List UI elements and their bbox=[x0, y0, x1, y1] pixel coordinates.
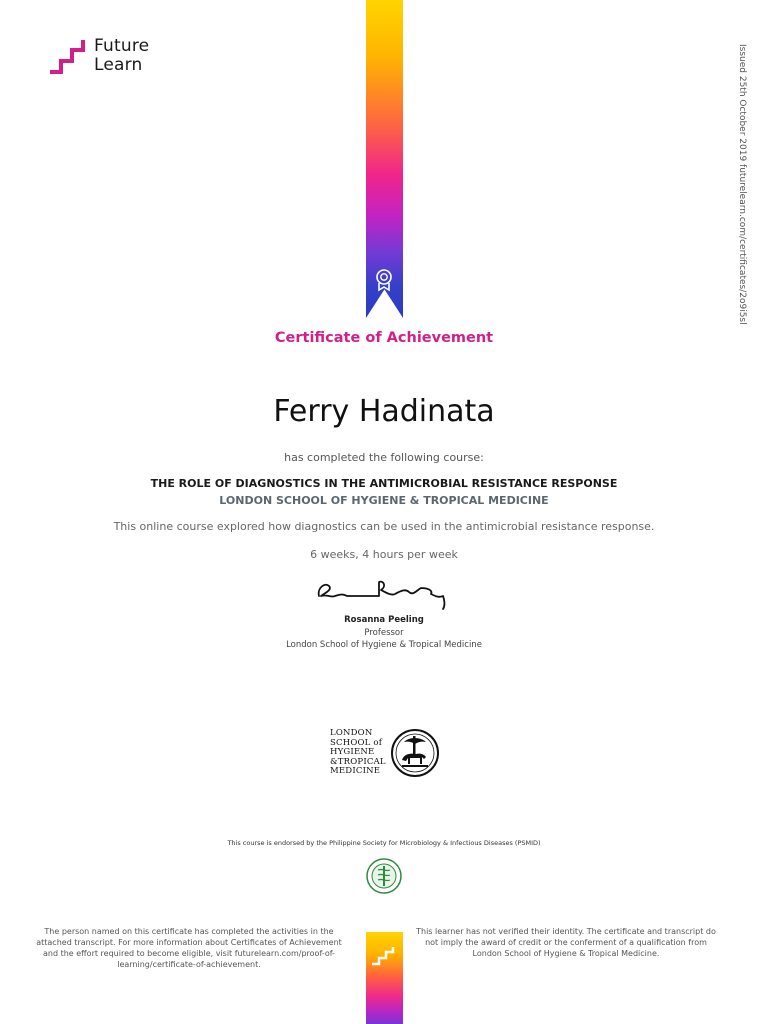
logo-wordmark bbox=[94, 37, 149, 75]
course-title: THE ROLE OF DIAGNOSTICS IN THE ANTIMICROBIAL RESISTANCE RESPONSE bbox=[150, 477, 618, 490]
issue-note-text: Issued 25th October 2019 futurelearn.com/certificates/2o9i5sl bbox=[737, 44, 747, 325]
course-description: This online course explored how diagnostics can be used in the antimicrobial resistance response. bbox=[113, 520, 655, 533]
signatory-name: Rosanna Peeling bbox=[344, 615, 424, 625]
partner-logo-line: SCHOOL of bbox=[330, 737, 383, 748]
endorsement-text: This course is endorsed by the Philippine Society for Microbiology & Infectious Diseases (PSMID) bbox=[227, 839, 541, 847]
signatory-organization: London School of Hygiene & Tropical Medicine bbox=[286, 640, 482, 650]
futurelearn-logo bbox=[48, 36, 149, 76]
issue-note bbox=[733, 44, 747, 325]
logo-line-1: Future bbox=[94, 36, 150, 56]
footer-right-note: This learner has not verified their identity. The certificate and transcript do not imply the award of credit or the conferment of a qualification from London School of Hygiene & Tropical Medicine. bbox=[416, 927, 716, 958]
logo-line-2: Learn bbox=[94, 55, 143, 75]
partner-seal-icon bbox=[390, 728, 440, 778]
partner-logo-wordmark bbox=[330, 729, 386, 777]
completed-text: has completed the following course: bbox=[284, 451, 484, 464]
partner-logo-line: LONDON bbox=[330, 728, 373, 739]
learner-name: Ferry Hadinata bbox=[273, 394, 495, 429]
award-badge-icon bbox=[374, 268, 394, 292]
staircase-mark-icon bbox=[370, 946, 398, 966]
certificate-title: Certificate of Achievement bbox=[274, 330, 494, 346]
course-duration: 6 weeks, 4 hours per week bbox=[310, 548, 458, 561]
partner-logo bbox=[330, 728, 440, 778]
staircase-logo-icon bbox=[48, 36, 88, 76]
partner-logo-line: MEDICINE bbox=[330, 766, 381, 777]
institution-name: LONDON SCHOOL OF HYGIENE & TROPICAL MEDICINE bbox=[219, 494, 549, 507]
signature-image bbox=[313, 574, 455, 610]
psmid-seal-icon bbox=[366, 858, 402, 894]
signatory-role: Professor bbox=[364, 628, 404, 638]
footer-left-note: The person named on this certificate has completed the activities in the attached transcript. For more information about Certificates of Achievement and the effort required to become eligible, visit futurelearn.com/proof-of-learning/certificate-of-achievement. bbox=[36, 927, 342, 969]
partner-logo-line: &TROPICAL bbox=[330, 756, 386, 767]
partner-logo-line: HYGIENE bbox=[330, 747, 375, 758]
